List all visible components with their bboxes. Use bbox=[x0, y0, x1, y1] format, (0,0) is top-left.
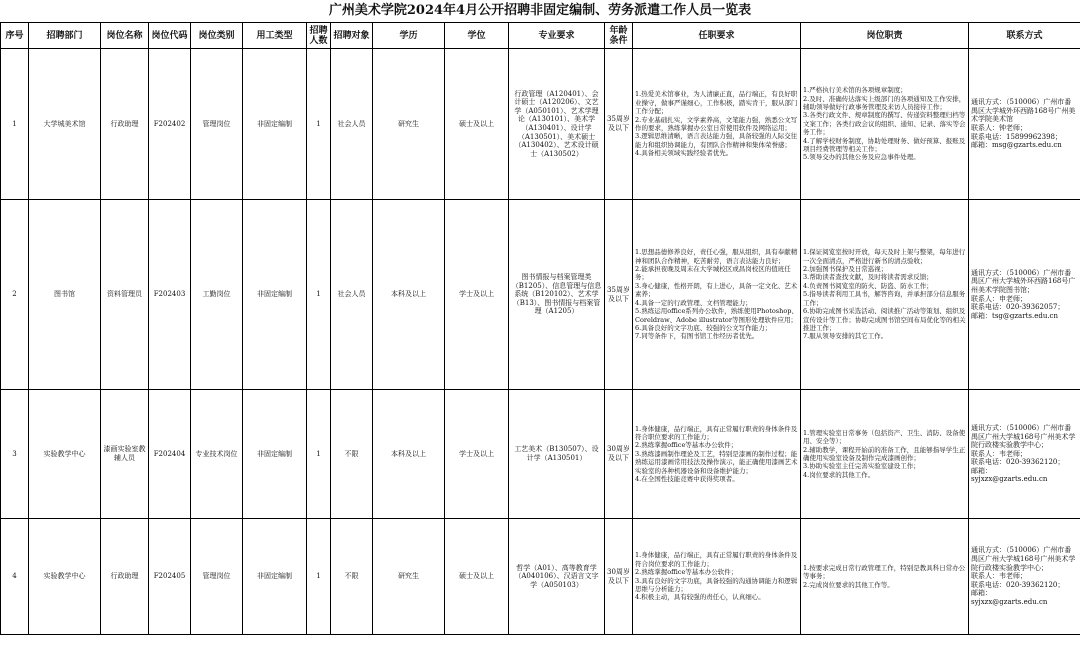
job-duties bbox=[801, 390, 969, 519]
job-duties bbox=[801, 200, 969, 390]
contact-line: 联系人：韦老师； bbox=[971, 449, 1027, 458]
duty-line: 3.各类行政文件、规章制度的撰写、传递资料整理归档等文案工作；各类行政会议的组织、通知、记录、落实等会务工作； bbox=[803, 111, 966, 137]
page-title: 广州美术学院2024年4月公开招聘非固定编制、劳务派遣工作人员一览表 bbox=[328, 3, 752, 18]
table-row bbox=[1, 519, 1080, 635]
header-cell: 招聘对象 bbox=[331, 23, 373, 49]
post-name: 行政助理 bbox=[101, 519, 149, 635]
hire-count: 1 bbox=[307, 390, 331, 519]
education: 本科及以上 bbox=[373, 200, 445, 390]
duty-line: 1.严格执行美术馆的各项规章制度； bbox=[803, 86, 907, 95]
requirement-line: 1.身体健康，品行端正，具有正常履行职责的身体条件及符合岗位要求的工作能力； bbox=[635, 551, 798, 568]
contact-email: syjxzx@gzarts.edu.cn bbox=[971, 475, 1048, 484]
recruitment-table bbox=[0, 22, 1080, 635]
contact-email: 邮箱：tsg@gzarts.edu.cn bbox=[971, 311, 1058, 320]
requirement-line: 4.在全国性技能竞赛中获得奖项者。 bbox=[635, 475, 739, 484]
requirement-line: 5.熟练运用office系列办公软件，熟练使用Photoshop、Coreldraw、Adobe illustrator等图形处理软件应用； bbox=[635, 307, 798, 324]
requirement-line: 3.具有良好的文字功底，具备较强的沟通协调能力和逻辑思维与分析能力； bbox=[635, 576, 798, 593]
row-number: 2 bbox=[1, 200, 29, 390]
contact-line: 联系人：钟老师； bbox=[971, 124, 1027, 132]
post-code: F202404 bbox=[149, 390, 191, 519]
duty-line: 1.保证阅览室按时开放，每天及时上架与整架，每年进行一次全面清点，严格进行新书的清点验收； bbox=[803, 248, 966, 265]
contact-line: 联系电话：020-39362120； bbox=[971, 580, 1065, 589]
age-requirement: 35周岁及以下 bbox=[605, 200, 633, 390]
header-cell: 专业要求 bbox=[509, 23, 605, 49]
header-cell: 岗位名称 bbox=[101, 23, 149, 49]
row-number: 3 bbox=[1, 390, 29, 519]
requirement-line: 1.思想品德修养良好，责任心强，服从组织，具有奉献精神和团队合作精神，吃苦耐劳，语言表达能力良好； bbox=[635, 248, 798, 265]
post-category: 工勤岗位 bbox=[191, 200, 243, 390]
age-requirement: 30周岁及以下 bbox=[605, 519, 633, 635]
requirement-line: 2.熟练掌握office等基本办公软件； bbox=[635, 568, 738, 577]
requirement-line: 3.逻辑思维清晰，语言表达能力强，具备较强的人际交往能力和组织协调能力，有团队合作精神和集体荣誉感； bbox=[635, 132, 798, 149]
contact-line: 通讯方式：（510006）广州市番禺区大学城外环西路168号广州美术学院美术馆 bbox=[971, 98, 1076, 124]
contact-info bbox=[969, 519, 1080, 635]
post-code: F202402 bbox=[149, 49, 191, 200]
department: 实验教学中心 bbox=[29, 519, 101, 635]
employment-type: 非固定编制 bbox=[243, 390, 307, 519]
table-row bbox=[1, 200, 1080, 390]
header-cell: 岗位类别 bbox=[191, 23, 243, 49]
duty-line: 7.服从领导安排的其它工作。 bbox=[803, 332, 888, 341]
requirement-line: 4.具备一定的行政管理、文档管理能力； bbox=[635, 298, 752, 307]
contact-line: 通讯方式：（510006）广州市番禺区广州大学城外环西路168号广州美术学院图书馆； bbox=[971, 268, 1076, 294]
duty-line: 2.辅助教学，课程开始前的准备工作，且能够指导学生正确使用实验室设备及制作完成漆画创作； bbox=[803, 445, 966, 462]
contact-line: 邮箱： bbox=[971, 466, 992, 475]
degree: 学士及以上 bbox=[445, 200, 509, 390]
duty-line: 2.完成岗位要求的其他工作等。 bbox=[803, 580, 894, 589]
header-cell: 学历 bbox=[373, 23, 445, 49]
contact-line: 联系人：申老师； bbox=[971, 294, 1027, 303]
post-code: F202403 bbox=[149, 200, 191, 390]
duty-line: 5.指导读者利用工具书，解答咨询，并承担部分信息服务工作； bbox=[803, 290, 966, 307]
header-cell: 招聘人数 bbox=[307, 23, 331, 49]
employment-type: 非固定编制 bbox=[243, 49, 307, 200]
requirement-line: 1.热爱美术馆事业，为人清廉正直，品行端正，有良好职业操守，做事严谨细心，工作积极，踏实肯干，服从部门工作分配； bbox=[635, 90, 798, 116]
duty-line: 1.管理实验室日常事务（包括资产、卫生、消防、设备使用、安全等）； bbox=[803, 428, 966, 446]
job-requirements bbox=[633, 49, 801, 200]
duty-line: 2.及时、准确传达落实上级部门的各项通知及工作安排，辅助领导做好行政事务管理及来访人员接待工作； bbox=[803, 94, 966, 111]
duty-line: 1.按要求完成日常行政管理工作，特别是教具科日常办公等事务； bbox=[803, 563, 966, 581]
department: 实验教学中心 bbox=[29, 390, 101, 519]
target-group: 不限 bbox=[331, 519, 373, 635]
header-cell: 学位 bbox=[445, 23, 509, 49]
row-number: 4 bbox=[1, 519, 29, 635]
degree: 硕士及以上 bbox=[445, 49, 509, 200]
post-code: F202405 bbox=[149, 519, 191, 635]
contact-line: 联系电话：020-39362120； bbox=[971, 458, 1065, 467]
job-requirements bbox=[633, 390, 801, 519]
contact-info bbox=[969, 49, 1080, 200]
employment-type: 非固定编制 bbox=[243, 200, 307, 390]
education: 研究生 bbox=[373, 519, 445, 635]
requirement-line: 7.同等条件下，有图书馆工作经历者优先。 bbox=[635, 332, 759, 341]
header-cell: 招聘部门 bbox=[29, 23, 101, 49]
header-cell: 序号 bbox=[1, 23, 29, 49]
duty-line: 3.协助实验室主任完善实验室建设工作； bbox=[803, 462, 920, 471]
employment-type: 非固定编制 bbox=[243, 519, 307, 635]
header-cell: 联系方式 bbox=[969, 23, 1080, 49]
contact-line: 通讯方式：（510006）广州市番禺区广州大学城168号广州美术学院行政楼实验教学中心； bbox=[971, 546, 1076, 572]
contact-email: 邮箱：msg@gzarts.edu.cn bbox=[971, 141, 1062, 150]
requirement-line: 2.专业基础扎实，文学素养高，文笔能力强，熟悉公文写作的要求，熟练掌握办公室日常使用软件及网络运用； bbox=[635, 115, 798, 132]
header-cell: 用工类型 bbox=[243, 23, 307, 49]
post-category: 专业技术岗位 bbox=[191, 390, 243, 519]
major-requirement: 哲学（A01）、高等教育学（A040106）、汉语言文字学（A050103） bbox=[509, 519, 605, 635]
degree: 学士及以上 bbox=[445, 390, 509, 519]
target-group: 不限 bbox=[331, 390, 373, 519]
age-requirement: 30周岁及以下 bbox=[605, 390, 633, 519]
duty-line: 4.岗位要求的其他工作。 bbox=[803, 470, 875, 479]
header-cell: 岗位代码 bbox=[149, 23, 191, 49]
major-requirement: 行政管理（A120401）、会计硕士（A120206）、文艺学（A050101）、艺术学理论（A130101）、美术学（A130401）、设计学（A130501）、美术硕士（A130402）、艺术设计硕士（A130502） bbox=[509, 49, 605, 200]
contact-info bbox=[969, 200, 1080, 390]
contact-line: 联系电话：15899962398； bbox=[971, 132, 1062, 141]
job-duties bbox=[801, 49, 969, 200]
requirement-line: 3.身心健康，性格开朗，有上进心，具备一定文化、艺术素养； bbox=[635, 281, 798, 299]
job-requirements bbox=[633, 519, 801, 635]
education: 本科及以上 bbox=[373, 390, 445, 519]
age-requirement: 35周岁及以下 bbox=[605, 49, 633, 200]
header-cell: 岗位职责 bbox=[801, 23, 969, 49]
job-requirements bbox=[633, 200, 801, 390]
hire-count: 1 bbox=[307, 49, 331, 200]
post-name: 资料管理员 bbox=[101, 200, 149, 390]
requirement-line: 3.熟练漆画制作理论及工艺，特别是漆画的制作过程；能熟练运用漆画常用技法及操作演示，能正确使用漆画艺术实验室的各种机器设备和设备维护能力； bbox=[635, 449, 798, 475]
contact-email: syjxzx@gzarts.edu.cn bbox=[971, 597, 1048, 606]
hire-count: 1 bbox=[307, 200, 331, 390]
education: 研究生 bbox=[373, 49, 445, 200]
table-row bbox=[1, 390, 1080, 519]
duty-line: 6.协助完成图书采选活动、阅读推广活动等策划、组织及宣传设计等工作；协助完成图书馆空间布局优化等的相关推进工作； bbox=[803, 307, 966, 332]
row-number: 1 bbox=[1, 49, 29, 200]
table-row bbox=[1, 49, 1080, 200]
contact-line: 联系电话：020-39362057； bbox=[971, 303, 1065, 312]
duty-line: 5.领导交办的其他公务及应急事件处理。 bbox=[803, 153, 920, 162]
requirement-line: 6.具备良好的文字功底、较强的公文写作能力； bbox=[635, 323, 772, 332]
duty-line: 4.了解学校财务制度，协助处理财务、做好预算、报账及项目经费管理等相关工作； bbox=[803, 136, 966, 154]
contact-line: 邮箱： bbox=[971, 589, 992, 598]
contact-info bbox=[969, 390, 1080, 519]
contact-line: 通讯方式：（510006）广州市番禺区广州大学城168号广州美术学院行政楼实验教学中心； bbox=[971, 423, 1076, 450]
degree: 硕士及以上 bbox=[445, 519, 509, 635]
target-group: 社会人员 bbox=[331, 49, 373, 200]
post-name: 漆画实验室教辅人员 bbox=[101, 390, 149, 519]
header-cell: 年龄条件 bbox=[605, 23, 633, 49]
requirement-line: 1.身体健康，品行端正，具有正常履行职责的身体条件及符合职位要求的工作能力； bbox=[635, 424, 798, 441]
post-category: 管理岗位 bbox=[191, 49, 243, 200]
job-duties bbox=[801, 519, 969, 635]
major-requirement: 图书情报与档案管理类（B1205）、信息管理与信息系统（B120102）、艺术学（B13）、图书情报与档案管理（A1205） bbox=[509, 200, 605, 390]
hire-count: 1 bbox=[307, 519, 331, 635]
duty-line: 4.负责图书阅览室的防火、防盗、防水工作； bbox=[803, 281, 933, 290]
post-name: 行政助理 bbox=[101, 49, 149, 200]
requirement-line: 2.熟练掌握office等基本办公软件； bbox=[635, 441, 738, 450]
department: 图书馆 bbox=[29, 200, 101, 390]
duty-line: 3.帮助读者查找文献，及时将读者需求反馈； bbox=[803, 273, 933, 282]
major-requirement: 工艺美术（B130507）、设计学（A130501） bbox=[509, 390, 605, 519]
header-cell: 任职要求 bbox=[633, 23, 801, 49]
requirement-line: 2.能承担夜晚及周末在大学城校区或昌岗校区的值班任务； bbox=[635, 265, 791, 282]
post-category: 管理岗位 bbox=[191, 519, 243, 635]
department: 大学城美术馆 bbox=[29, 49, 101, 200]
requirement-line: 4.积极主动，具有较强的责任心，认真细心。 bbox=[635, 593, 765, 602]
contact-line: 联系人：韦老师； bbox=[971, 572, 1027, 581]
header-row bbox=[1, 23, 1080, 49]
requirement-line: 4.具备相关领域实践经验者优先。 bbox=[635, 149, 733, 158]
target-group: 社会人员 bbox=[331, 200, 373, 390]
duty-line: 2.加强图书保护及日常巡视； bbox=[803, 265, 888, 274]
